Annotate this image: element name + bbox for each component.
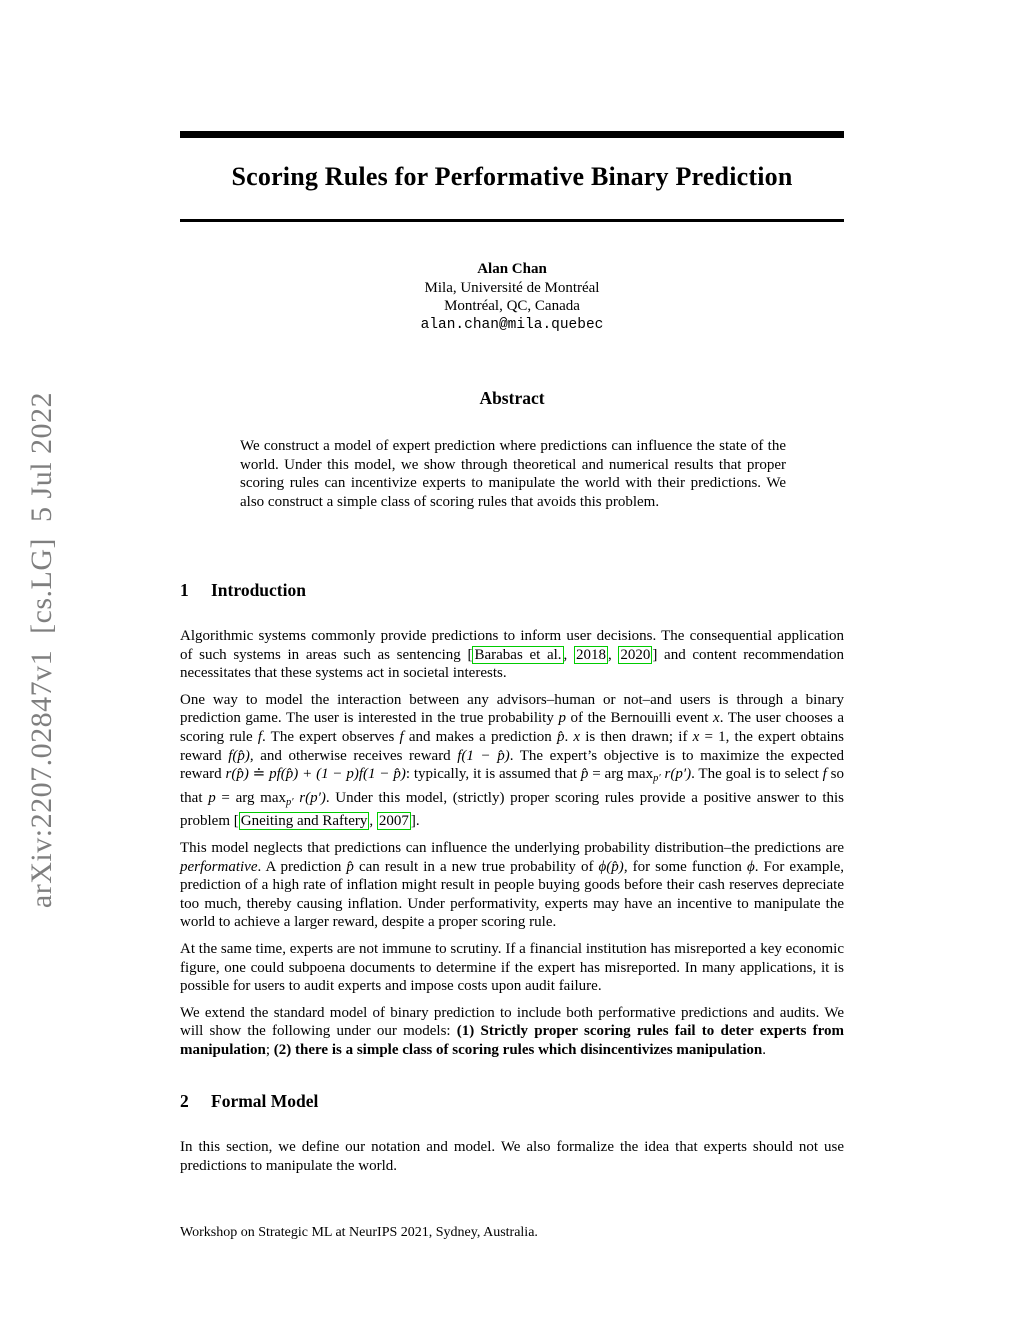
paper-title: Scoring Rules for Performative Binary Prediction — [231, 162, 793, 191]
citation-link[interactable]: 2020 — [620, 646, 651, 663]
paragraph: This model neglects that predictions can influence the underlying probability distribution–the predictions are performative. A prediction p̂ can result in a new true probability of ϕ(p̂), for some function ϕ. For example, prediction of a high rate of inflation might result in people buying goods before their cash reserves depreciate too much, thereby causing inflation. Under performativity, experts may have an incentive to manipulate the world to achieve a larger reward, despite a proper scoring rule. — [180, 839, 844, 931]
math-inline: x — [573, 728, 581, 745]
math-inline: x — [692, 728, 700, 745]
math-inline: r(p′) — [660, 766, 692, 783]
author-affiliation: Mila, Université de Montréal — [424, 279, 600, 296]
math-inline: r(p̂) ≐ pf(p̂) + (1 − p)f(1 − p̂) — [225, 766, 406, 783]
math-inline: p — [208, 789, 216, 806]
math-inline: f — [257, 728, 263, 745]
section-title: Introduction — [211, 580, 306, 600]
math-inline: f(p̂) — [228, 747, 250, 764]
author-name: Alan Chan — [477, 261, 547, 277]
abstract-text: We construct a model of expert prediction where predictions can influence the state of the world. Under this model, we show through theoretical and numerical results that proper scoring rules can incentivize experts to manipulate the world with their predictions. We also construct a simple class of scoring rules that avoids this problem. — [240, 438, 786, 510]
math-inline: p̂ — [580, 766, 589, 783]
section-heading — [180, 580, 844, 601]
math-subscript: p′ — [653, 773, 661, 785]
paragraph: Algorithmic systems commonly provide predictions to inform user decisions. The consequential application of such systems in areas such as sentencing [ Barabas et al. , 2018 , 2020 ] and content recommendation necessitates that these systems act in societal interests. — [180, 628, 844, 682]
author-block — [180, 260, 844, 335]
math-inline: p — [558, 710, 566, 727]
math-inline: f — [822, 766, 827, 783]
arxiv-watermark: arXiv:2207.02847v1 [cs.LG] 5 Jul 2022 — [25, 391, 58, 909]
footer-note: Workshop on Strategic ML at NeurIPS 2021, Sydney, Australia. — [180, 1225, 538, 1240]
abstract-heading: Abstract — [479, 388, 545, 408]
section-number: 1 — [180, 580, 189, 600]
math-inline: r(p′) — [293, 789, 326, 806]
citation-link[interactable]: Gneiting and Raftery — [240, 813, 368, 830]
citation-link[interactable]: Barabas et al. — [474, 646, 562, 663]
section-title: Formal Model — [211, 1091, 319, 1112]
author-location: Montréal, QC, Canada — [444, 298, 580, 315]
math-inline: f(1 − p̂) — [457, 747, 510, 764]
bold-text: (2) there is a simple class of scoring rules which disincentivizes manipulation — [273, 1041, 763, 1058]
citation-link[interactable]: 2018 — [575, 646, 606, 663]
emphasis-text: performative — [180, 858, 258, 875]
paragraph: We extend the standard model of binary prediction to include both performative predictions and audits. We will show the following under our models: (1) Strictly proper scoring rules fail to deter experts from manipulation; (2) there is a simple class of scoring rules which disincentivizes manipulation. — [180, 1004, 844, 1058]
math-inline: x — [713, 710, 720, 727]
section-heading — [180, 1091, 844, 1112]
paper-body — [180, 580, 844, 1176]
math-inline: ϕ — [746, 858, 755, 875]
paragraph: In this section, we define our notation and model. We also formalize the idea that experts should not use predictions to manipulate the world. — [180, 1139, 844, 1175]
section-introduction — [180, 580, 844, 1059]
section-number: 2 — [180, 1091, 189, 1112]
math-inline: p̂ — [346, 858, 354, 875]
math-inline: ϕ(p̂) — [598, 858, 624, 875]
author-email: alan.chan@mila.quebec — [420, 317, 604, 334]
bold-text: (1) Strictly proper scoring rules fail to deter experts from manipulation — [180, 1023, 844, 1058]
citation-link[interactable]: 2007 — [378, 813, 409, 830]
math-inline: p̂ — [556, 728, 565, 745]
math-subscript: p′ — [285, 796, 294, 808]
paragraph: One way to model the interaction between any advisors–human or not–and users is through a binary prediction game. The user is interested in the true probability p of the Bernouilli event x. The user chooses a scoring rule f. The expert observes f and makes a prediction p̂. x is then drawn; if x = 1, the expert obtains reward f(p̂), and otherwise receives reward f(1 − p̂). The expert’s objective is to maximize the expected reward r(p̂) ≐ pf(p̂) + (1 − p)f(1 − p̂): typically, it is assumed that p̂ = arg $\max_{p'} r(p')$. The goal is to select f so that p = arg $\max_{p'} r(p')$. Under this model, (strictly) proper scoring rules provide a positive answer to this problem [ Gneiting and Raftery , 2007 ]. — [180, 691, 845, 830]
math-inline: f — [399, 728, 404, 745]
title-rule-top — [180, 131, 844, 138]
section-formal-model — [180, 1091, 844, 1175]
title-rule-bottom — [180, 219, 844, 222]
paragraph: At the same time, experts are not immune to scrutiny. If a financial institution has misreported a key economic figure, one could subpoena documents to determine if the expert has misreported. In many applications, it is possible for users to audit experts and impose costs upon audit failure. — [180, 940, 844, 995]
